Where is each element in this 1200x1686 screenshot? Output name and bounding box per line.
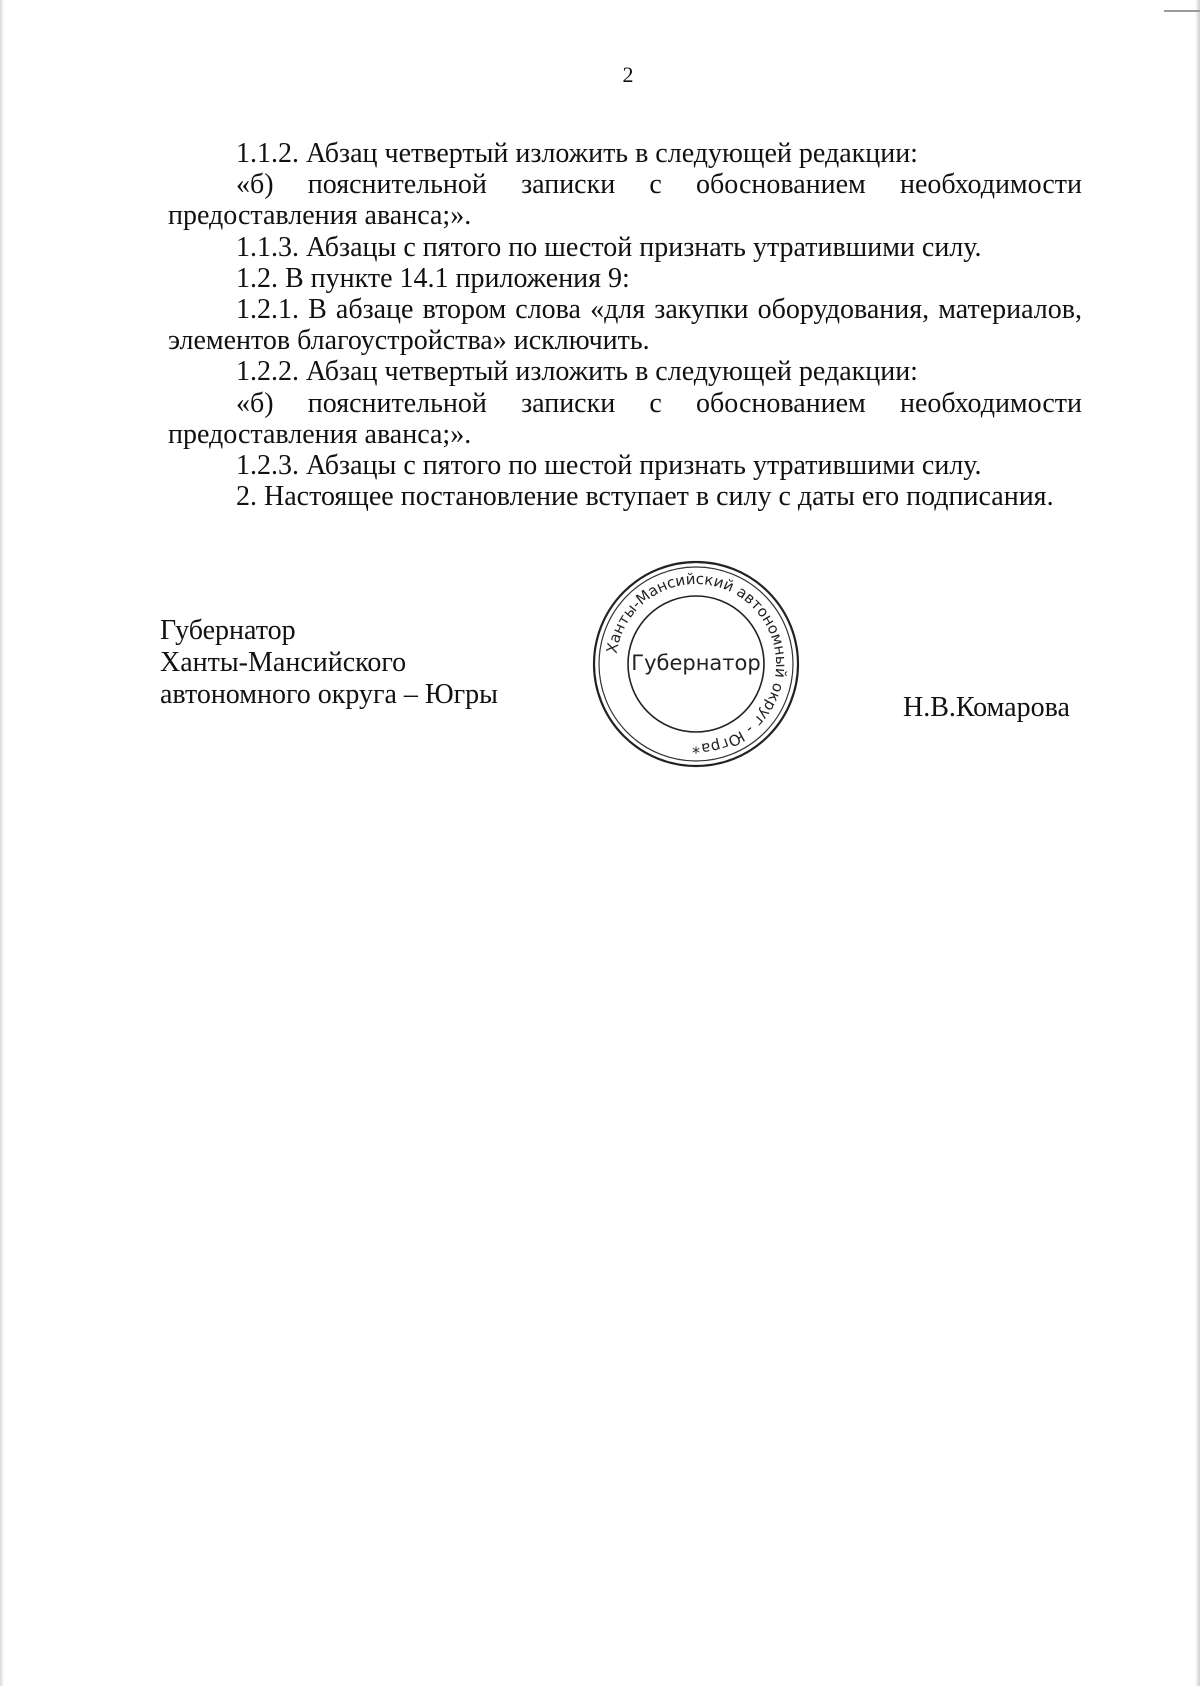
- paragraph: 1.2.3. Абзацы с пятого по шестой признать утратившими силу.: [236, 450, 982, 482]
- paragraph: 1.2.1. В абзаце втором слова «для закупки оборудования, материалов, элементов благоустройства» исключить.: [168, 294, 1082, 357]
- page-number: 2: [622, 62, 634, 87]
- document-body: [168, 138, 1082, 512]
- official-seal: [590, 558, 802, 770]
- scan-edge-right: [1195, 0, 1200, 1686]
- signatory-title-line: Ханты-Мансийского: [160, 647, 407, 678]
- scan-edge-left: [0, 0, 4, 1686]
- seal-ring-text: Ханты-Мансийский автономный округ - Югра: [602, 569, 791, 758]
- seal-star: *: [692, 743, 700, 762]
- seal-center-text: Губернатор: [631, 651, 761, 675]
- paragraph: «б) пояснительной записки с обоснованием необходимости предоставления аванса;».: [168, 387, 1082, 450]
- signatory-title: [160, 615, 498, 711]
- paragraph: 1.1.3. Абзацы с пятого по шестой признать утратившими силу.: [236, 231, 982, 263]
- paragraph: 1.2.2. Абзац четвертый изложить в следующей редакции:: [236, 356, 918, 388]
- paragraph: 1.2. В пункте 14.1 приложения 9:: [236, 262, 630, 294]
- signer-name: Н.В.Комарова: [903, 692, 1070, 723]
- paragraph: 1.1.2. Абзац четвертый изложить в следующей редакции:: [236, 138, 918, 169]
- signatory-title-line: автономного округа – Югры: [160, 679, 498, 710]
- paragraph: «б) пояснительной записки с обоснованием необходимости предоставления аванса;».: [168, 169, 1082, 232]
- scan-artifact-line: [1164, 10, 1200, 12]
- signatory-title-line: Губернатор: [160, 615, 296, 646]
- paragraph: 2. Настоящее постановление вступает в силу с даты его подписания.: [236, 481, 1054, 513]
